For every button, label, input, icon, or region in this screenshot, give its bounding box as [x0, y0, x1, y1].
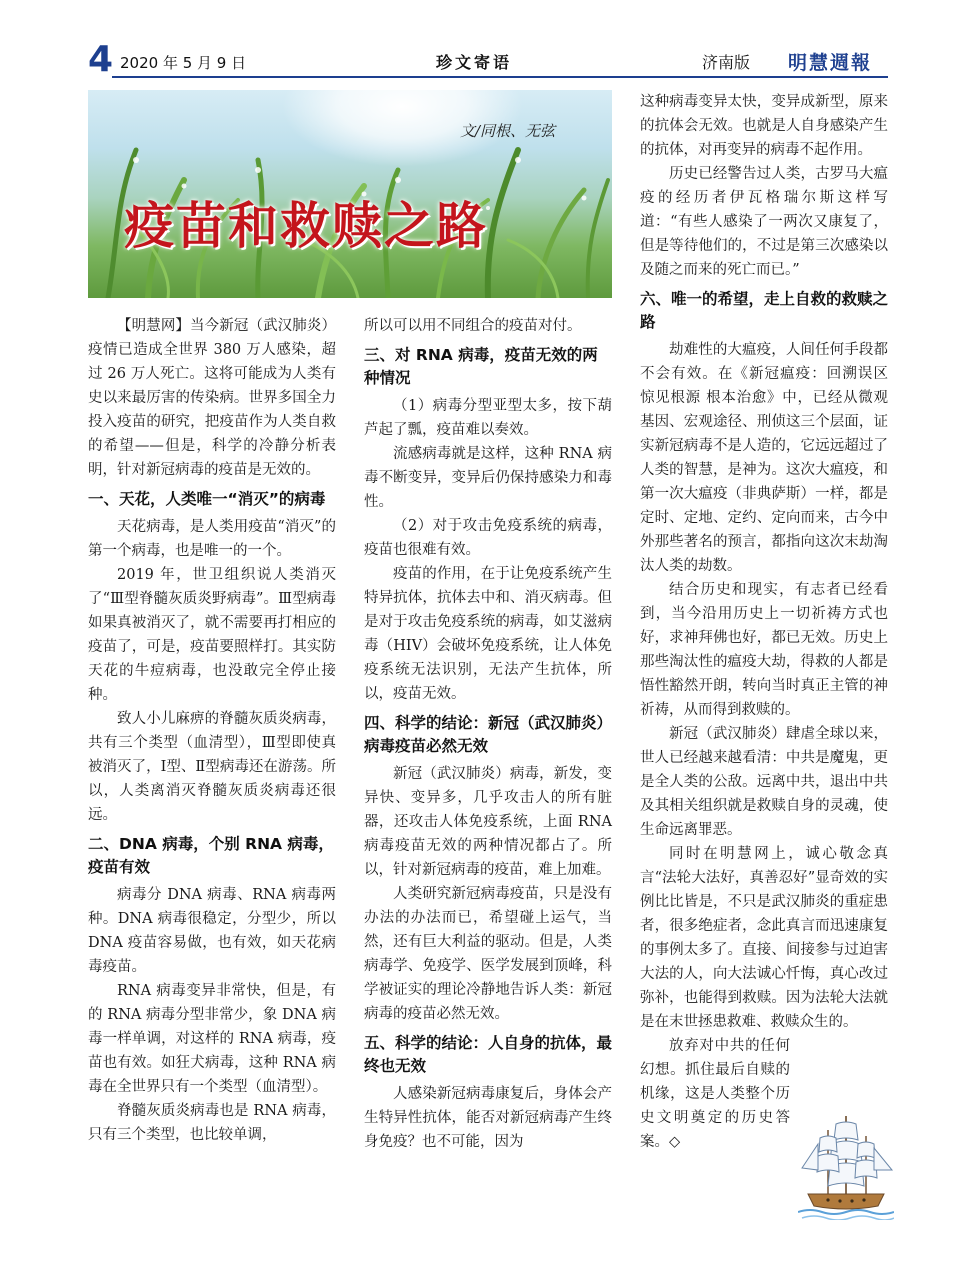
paragraph: （1）病毒分型亚型太多，按下葫芦起了瓢，疫苗难以奏效。 [364, 398, 612, 438]
paragraph: 新冠（武汉肺炎）肆虐全球以来，世人已经越来越看清：中共是魔鬼，更是全人类的公敌。远离中共，退出中共及其相关组织就是救赎自身的灵魂，使生命远离罪恶。 [640, 726, 888, 838]
header-rule [112, 76, 888, 78]
paragraph: 致人小儿麻痹的脊髓灰质炎病毒，共有三个类型（血清型），Ⅲ型即使真被消灭了，Ⅰ型、Ⅱ型病毒还在游荡。所以，人类离消灭脊髓灰质炎病毒还很远。 [88, 711, 336, 823]
section-heading-6: 六、唯一的希望，走上自救的救赎之路 [640, 290, 889, 331]
edition-label: 济南版 [702, 53, 751, 72]
paragraph: （2）对于攻击免疫系统的病毒，疫苗也很难有效。 [364, 518, 612, 558]
issue-date: 2020 年 5 月 9 日 [120, 54, 247, 72]
paragraph: 脊髓灰质炎病毒也是 RNA 病毒，只有三个类型，也比较单调， [88, 1103, 336, 1143]
section-heading-3: 三、对 RNA 病毒，疫苗无效的两种情况 [364, 346, 598, 387]
paragraph: 疫苗的作用，在于让免疫系统产生特异抗体，抗体去中和、消灭病毒。但是对于攻击免疫系统的病毒，如艾滋病毒（HIV）会破坏免疫系统，让人体免疫系统无法识别，无法产生抗体，所以，疫苗无效。 [364, 566, 612, 702]
paragraph: RNA 病毒变异非常快，但是，有的 RNA 病毒分型非常少，象 DNA 病毒一样单调，对这样的 RNA 病毒，疫苗也有效。如狂犬病毒，这种 RNA 病毒在全世界只有一个类型（血清型）。 [88, 983, 336, 1095]
paragraph-continued: 所以可以用不同组合的疫苗对付。 [364, 318, 582, 334]
sailing-ship-illustration [798, 1108, 894, 1220]
section-heading-2: 二、DNA 病毒，个别 RNA 病毒，疫苗有效 [88, 835, 334, 876]
paragraph-continued: 这种病毒变异太快，变异成新型，原来的抗体会无效。也就是人自身感染产生的抗体，对再变异的病毒不起作用。 [640, 94, 888, 158]
paragraph: 病毒分 DNA 病毒、RNA 病毒两种。DNA 病毒很稳定，分型少，所以 DNA 疫苗容易做，也有效，如天花病毒疫苗。 [88, 887, 336, 975]
article-byline: 文/同根、无弦 [460, 122, 556, 140]
section-heading-1: 一、天花，人类唯一“消灭”的病毒 [88, 490, 326, 508]
intro-paragraph: 【明慧网】当今新冠（武汉肺炎）疫情已造成全世界 380 万人感染，超过 26 万人死亡。这将可能成为人类有史以来最厉害的传染病。世界多国全力投入疫苗的研究，把疫苗作为人类自救的希望——但是，科学的冷静分析表明，针对新冠病毒的疫苗是无效的。 [88, 318, 336, 478]
column-name: 珍文寄语 [436, 53, 513, 72]
paragraph: 天花病毒，是人类用疫苗“消灭”的第一个病毒，也是唯一的一个。 [88, 519, 336, 559]
paragraph: 流感病毒就是这样，这种 RNA 病毒不断变异，变异后仍保持感染力和毒性。 [364, 446, 612, 510]
title-banner [88, 90, 612, 298]
paragraph: 人感染新冠病毒康复后，身体会产生特异性抗体，能否对新冠病毒产生终身免疫？也不可能，因为 [364, 1086, 612, 1150]
section-heading-5: 五、科学的结论：人自身的抗体，最终也无效 [364, 1034, 613, 1075]
paragraph: 同时在明慧网上，诚心敬念真言“法轮大法好，真善忍好”显奇效的实例比比皆是，不只是武汉肺炎的重症患者，很多绝症者，念此真言而迅速康复的事例太多了。直接、间接参与过迫害大法的人，向大法诚心忏悔，真心改过弥补，也能得到救赎。因为法轮大法就是在末世拯患救难、救赎众生的。 [640, 846, 888, 1030]
page-number: 4 [88, 39, 114, 80]
paragraph: 2019 年，世卫组织说人类消灭了“Ⅲ型脊髓灰质炎野病毒”。Ⅲ型病毒如果真被消灭了，就不需要再打相应的疫苗了，可是，疫苗要照样打。其实防天花的牛痘病毒，也没敢完全停止接种。 [88, 567, 336, 703]
page-header [88, 40, 888, 82]
paragraph: 历史已经警告过人类，古罗马大瘟疫的经历者伊瓦格瑞尔斯这样写道：“有些人感染了一两次又康复了，但是等待他们的，不过是第三次感染以及随之而来的死亡而已。” [640, 166, 888, 278]
closing-paragraph: 放弃对中共的任何幻想。抓住最后自赎的机缘，这是人类整个历史文明奠定的历史答案。◇ [640, 1038, 790, 1150]
paragraph: 人类研究新冠病毒疫苗，只是没有办法的办法而已，希望碰上运气，当然，还有巨大利益的驱动。但是，人类病毒学、免疫学、医学发展到顶峰，科学被证实的理论冷静地告诉人类：新冠病毒的疫苗必然无效。 [364, 886, 612, 1022]
section-heading-4: 四、科学的结论：新冠（武汉肺炎）病毒疫苗必然无效 [364, 714, 613, 755]
paragraph: 劫难性的大瘟疫，人间任何手段都不会有效。在《新冠瘟疫：回溯误区 惊见根源 根本治愈》中，已经从微观基因、宏观途径、刑侦这三个层面，证实新冠病毒不是人造的，它远远超过了人类的智慧，是神为。这次大瘟疫，和第一次大瘟疫（非典萨斯）一样，都是定时、定地、定约、定向而来，古今中外那些著名的预言，都指向这次末劫淘汰人类的劫数。 [640, 342, 888, 574]
paragraph: 结合历史和现实，有志者已经看到，当今沿用历史上一切祈祷方式也好，求神拜佛也好，都已无效。历史上那些淘汰性的瘟疫大劫，得救的人都是悟性豁然开朗，转向当时真正主管的神祈祷，从而得到救赎的。 [640, 582, 888, 718]
article-column-2 [364, 314, 612, 1154]
article-column-1 [88, 314, 336, 1147]
masthead-logo: 明慧週報 [788, 52, 873, 74]
paragraph: 新冠（武汉肺炎）病毒，新发，变异快、变异多，几乎攻击人的所有脏器，还攻击人体免疫系统，上面 RNA 病毒疫苗无效的两种情况都占了。所以，针对新冠病毒的疫苗，难上加难。 [364, 766, 612, 878]
article-title: 疫苗和救赎之路 [124, 196, 488, 255]
article-column-3 [640, 90, 888, 1154]
